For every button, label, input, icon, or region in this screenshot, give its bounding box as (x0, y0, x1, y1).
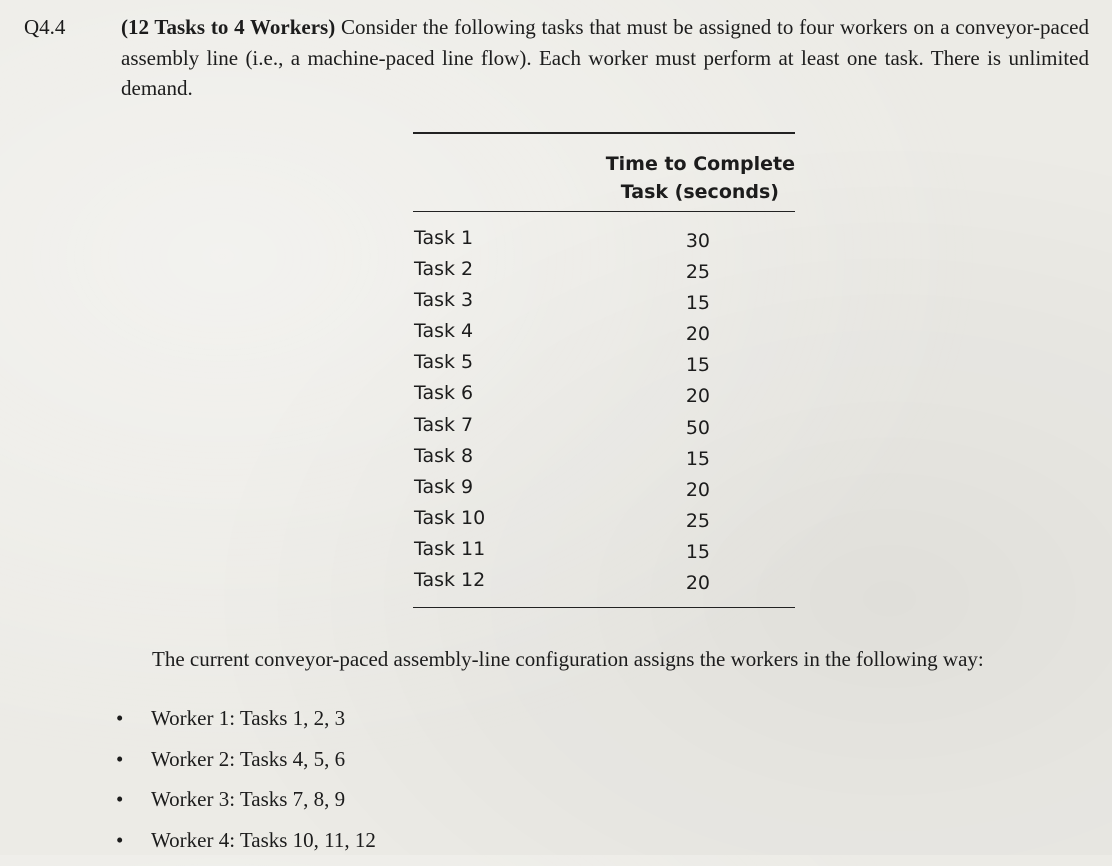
table-row (413, 472, 795, 503)
task-time: 20 (685, 572, 710, 595)
assignment-list (114, 703, 376, 866)
task-name: Task 7 (414, 413, 474, 436)
table-row (413, 316, 795, 347)
task-name: Task 10 (414, 506, 486, 529)
task-name: Task 1 (414, 227, 474, 249)
header-line-2: Task (seconds) (620, 181, 779, 203)
task-time: 20 (685, 385, 710, 408)
bullet-icon: • (116, 746, 124, 771)
task-name: Task 3 (414, 289, 474, 312)
task-time: 30 (685, 230, 710, 252)
table-row (413, 441, 795, 472)
bullet-icon: • (116, 706, 124, 730)
question-body: Consider the following tasks that must be assigned to four workers on a conveyor-paced assembly line (i.e., a machine-paced line flow). Each worker must perform at least one task. There is unlimited demand. (121, 15, 1089, 100)
assignment-text: Worker 3: Tasks 7, 8, 9 (151, 787, 346, 812)
table-row (413, 503, 795, 534)
table-row (413, 347, 795, 378)
question-text (121, 12, 1089, 104)
table-top-rule (413, 132, 795, 134)
table-bottom-rule (413, 607, 795, 608)
task-time: 15 (685, 354, 710, 377)
table-row (413, 223, 795, 254)
task-name: Task 2 (414, 258, 474, 281)
table-row (413, 410, 795, 441)
task-time: 25 (685, 509, 710, 532)
task-name: Task 9 (414, 475, 474, 498)
task-time: 20 (685, 323, 710, 346)
task-time: 50 (685, 416, 710, 439)
table-header-rule (413, 211, 795, 212)
table-row (413, 378, 795, 409)
question-number: Q4.4 (24, 15, 66, 39)
table-row (413, 565, 795, 596)
task-time: 25 (685, 261, 710, 284)
task-time: 15 (685, 540, 710, 563)
task-time: 15 (685, 292, 710, 315)
task-name: Task 11 (414, 537, 486, 560)
task-name: Task 4 (414, 320, 474, 343)
table-column-header (535, 150, 795, 206)
list-item (114, 744, 376, 785)
bullet-icon: • (116, 787, 124, 812)
question-title: (12 Tasks to 4 Workers) (121, 15, 336, 39)
header-line-1: Time to Complete (605, 153, 795, 175)
list-item (114, 703, 376, 744)
task-name: Task 5 (414, 351, 474, 374)
table-row (413, 254, 795, 285)
table-row (413, 285, 795, 316)
table-body (413, 223, 795, 596)
task-name: Task 12 (414, 569, 486, 592)
table-row (413, 534, 795, 565)
assignment-text: Worker 4: Tasks 10, 11, 12 (151, 828, 376, 853)
task-time: 15 (685, 447, 710, 470)
assignment-text: Worker 2: Tasks 4, 5, 6 (151, 746, 346, 771)
assignment-text: Worker 1: Tasks 1, 2, 3 (151, 706, 346, 730)
list-item (114, 784, 376, 825)
task-name: Task 8 (414, 444, 474, 467)
task-name: Task 6 (414, 382, 474, 405)
list-item (114, 825, 376, 866)
task-time: 20 (685, 478, 710, 501)
bullet-icon: • (116, 828, 124, 853)
assignment-paragraph: The current conveyor-paced assembly-line configuration assigns the workers in the following way: (152, 647, 984, 671)
